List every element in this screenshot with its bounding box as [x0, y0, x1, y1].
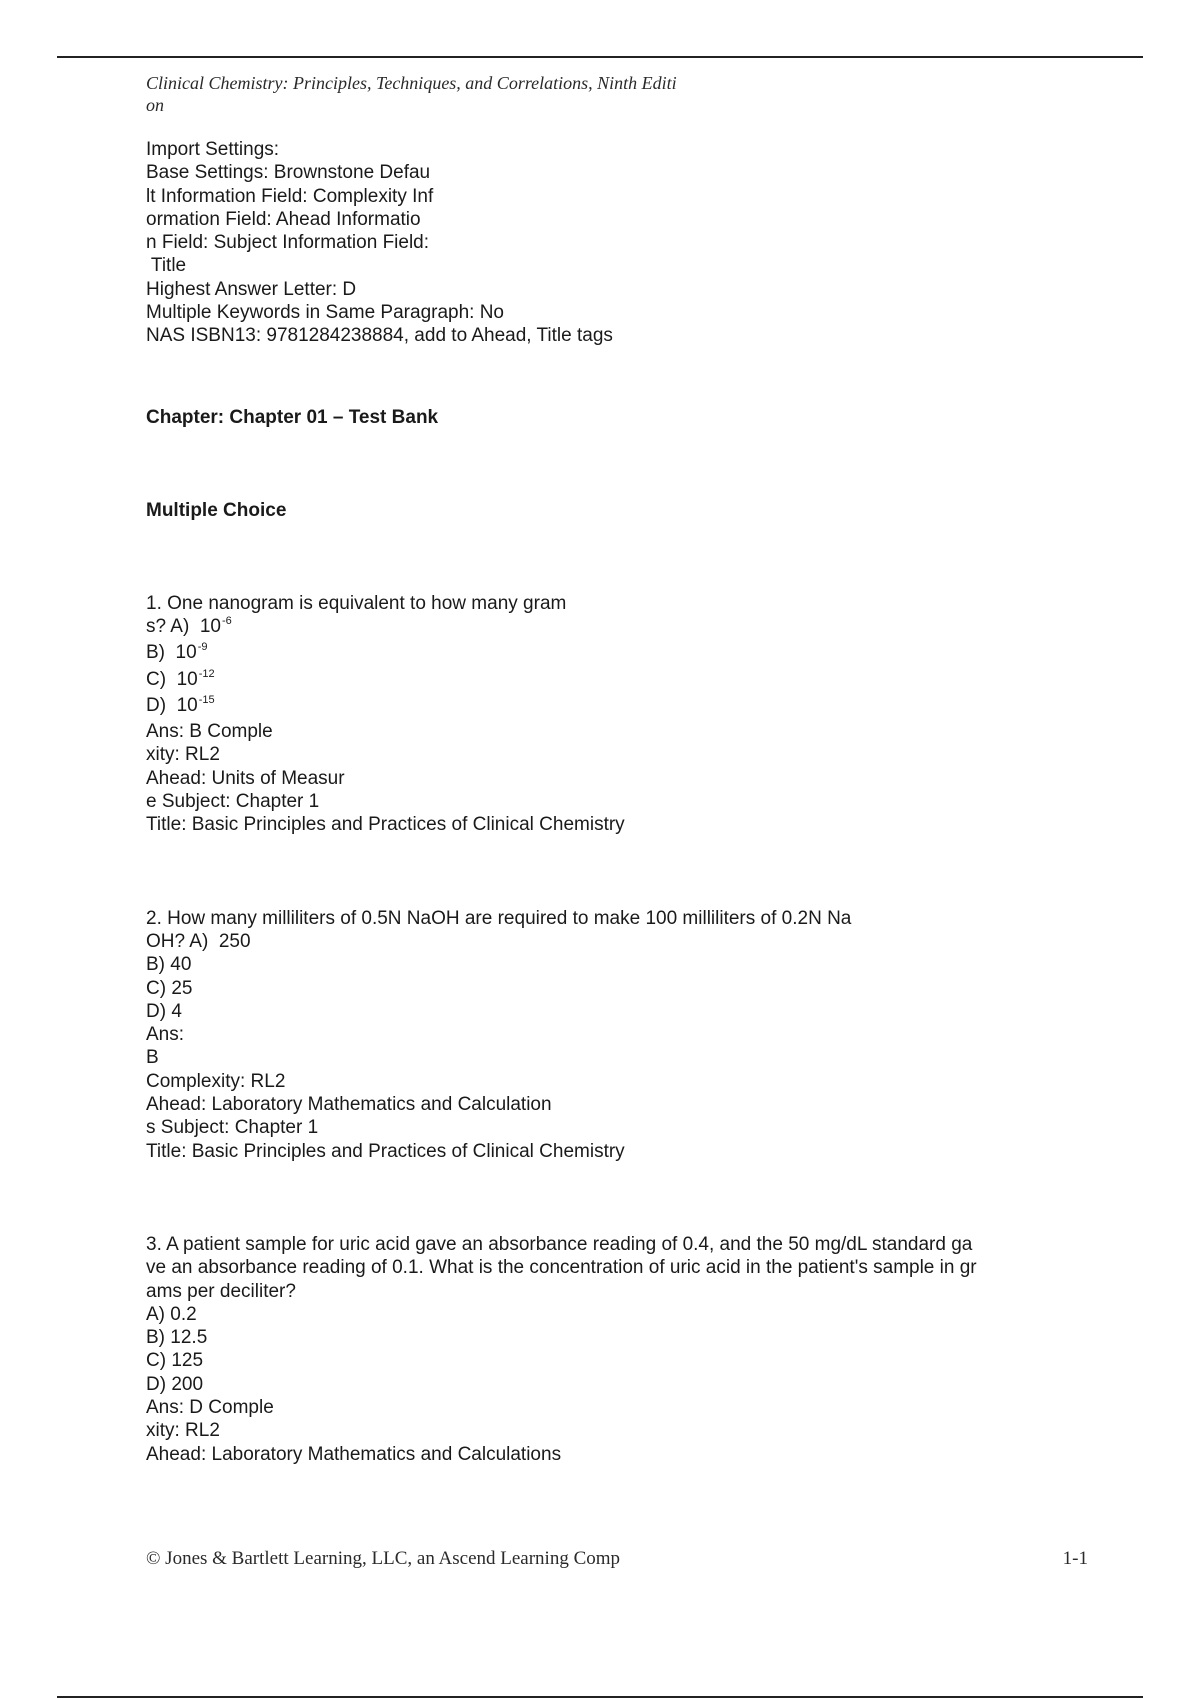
option-d-exponent: -15: [198, 693, 215, 706]
question-2: [146, 907, 1076, 1163]
book-title-line-2: on: [146, 95, 164, 115]
question-option-d: [146, 694, 1076, 720]
option-b-text: B) 10: [146, 642, 197, 664]
question-line: s Subject: Chapter 1: [146, 1117, 319, 1139]
question-line: D) 4: [146, 1000, 182, 1022]
question-line: Ahead: Laboratory Mathematics and Calculation: [146, 1094, 552, 1116]
question-line: xity: RL2: [146, 1420, 220, 1442]
question-line: Complexity: RL2: [146, 1070, 286, 1092]
question-stem: 1. One nanogram is equivalent to how many gram: [146, 592, 567, 614]
top-rule: [57, 56, 1143, 58]
question-line: A) 0.2: [146, 1303, 197, 1325]
question-line: B) 40: [146, 954, 192, 976]
copyright-notice: © Jones & Bartlett Learning, LLC, an Ascend Learning Comp: [146, 1548, 621, 1569]
question-line: Ans:: [146, 1024, 185, 1046]
question-line: C) 25: [146, 977, 193, 999]
question-line: OH? A) 250: [146, 930, 251, 952]
question-line: C) 125: [146, 1350, 204, 1372]
question-1: [146, 592, 1076, 837]
question-line: Ahead: Laboratory Mathematics and Calculations: [146, 1443, 562, 1465]
option-d-text: D) 10: [146, 694, 198, 716]
option-c-text: C) 10: [146, 668, 198, 690]
book-title-line-1: Clinical Chemistry: Principles, Techniques, and Correlations, Ninth Editi: [146, 73, 677, 93]
import-line: NAS ISBN13: 9781284238884, add to Ahead, Title tags: [146, 325, 613, 347]
running-header: [146, 72, 1076, 116]
import-line: ormation Field: Ahead Informatio: [146, 208, 421, 230]
question-3: [146, 1233, 1076, 1466]
question-meta-line: Ahead: Units of Measur: [146, 767, 345, 789]
question-line: Ans: D Comple: [146, 1396, 274, 1418]
import-line: Base Settings: Brownstone Defau: [146, 162, 431, 184]
import-line: lt Information Field: Complexity Inf: [146, 185, 434, 207]
option-a-text: s? A) 10: [146, 615, 221, 637]
question-option-c: [146, 668, 1076, 694]
question-meta-line: xity: RL2: [146, 744, 220, 766]
question-stem: [146, 1233, 1076, 1303]
chapter-heading: Chapter: Chapter 01 – Test Bank: [146, 406, 439, 428]
import-line: n Field: Subject Information Field:: [146, 232, 430, 254]
question-meta-line: Title: Basic Principles and Practices of Clinical Chemistry: [146, 814, 625, 836]
option-b-exponent: -9: [197, 641, 208, 654]
import-line: Multiple Keywords in Same Paragraph: No: [146, 302, 505, 324]
question-line: D) 200: [146, 1373, 204, 1395]
import-line: Highest Answer Letter: D: [146, 278, 357, 300]
document-page: [146, 72, 1076, 1466]
question-line: B: [146, 1047, 159, 1069]
section-heading: Multiple Choice: [146, 499, 287, 521]
question-line: B) 12.5: [146, 1327, 208, 1349]
question-option-b: [146, 641, 1076, 667]
option-a-exponent: -6: [222, 614, 232, 627]
question-stem-line: 3. A patient sample for uric acid gave an absorbance reading of 0.4, and the 50 mg/dL standard ga: [146, 1233, 973, 1255]
question-option-a: [146, 615, 1076, 641]
bottom-rule: [57, 1696, 1143, 1698]
import-line: Title: [146, 255, 187, 277]
import-line: Import Settings:: [146, 139, 280, 160]
question-line: Title: Basic Principles and Practices of Clinical Chemistry: [146, 1140, 625, 1162]
question-stem-line: ve an absorbance reading of 0.1. What is the concentration of uric acid in the patient's sample in gr: [146, 1257, 977, 1279]
question-line: 2. How many milliliters of 0.5N NaOH are required to make 100 milliliters of 0.2N Na: [146, 907, 852, 929]
import-settings: [146, 138, 1076, 348]
page-number: 1-1: [1062, 1548, 1088, 1569]
question-stem-line: ams per deciliter?: [146, 1280, 296, 1302]
question-meta-line: e Subject: Chapter 1: [146, 791, 320, 813]
option-c-exponent: -12: [198, 667, 215, 680]
question-meta-line: Ans: B Comple: [146, 721, 273, 743]
page-footer: [146, 1548, 1088, 1570]
